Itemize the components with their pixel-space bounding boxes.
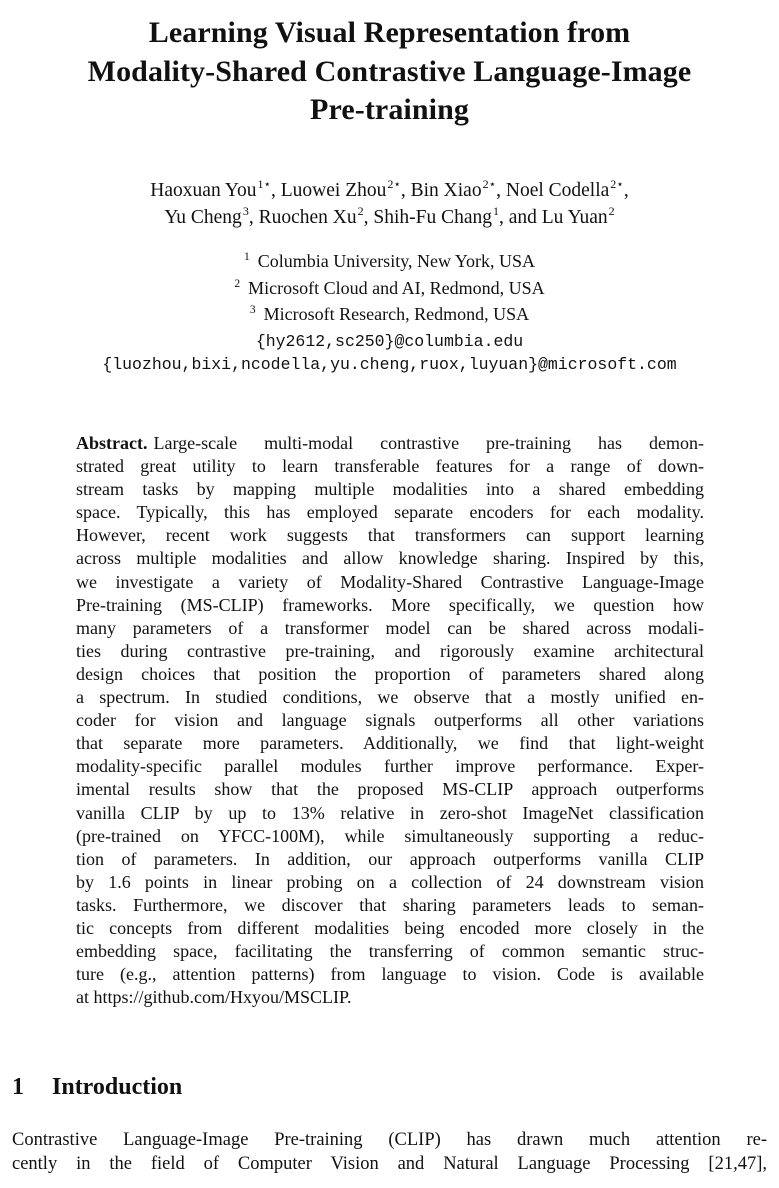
affiliation-number: 2 [234, 277, 241, 290]
affiliation [0, 277, 779, 304]
author-affiliation-marker: 2 [608, 204, 615, 218]
author-name: Ruochen Xu [258, 207, 357, 228]
affiliation-number: 3 [249, 304, 256, 316]
abstract-line: a spectrum. In studied conditions, we observe that a mostly unified en- [76, 687, 704, 708]
author-list [0, 178, 779, 232]
introduction-paragraph [12, 1128, 767, 1176]
email-columbia: {hy2612,sc250}@columbia.edu [255, 331, 524, 351]
abstract-line: tion of parameters. In addition, our approach outperforms vanilla CLIP [76, 848, 704, 869]
abstract-line: design choices that position the proportion of parameters shared along [76, 663, 704, 684]
affiliation-text: Columbia University, New York, USA [257, 251, 536, 271]
abstract-line-code-link[interactable]: at https://github.com/Hxyou/MSCLIP. [76, 987, 352, 1008]
author-name: Shih-Fu Chang [373, 207, 492, 228]
abstract-line: across multiple modalities and allow knowledge sharing. Inspired by this, [76, 548, 704, 569]
author-name: Noel Codella [505, 180, 610, 201]
affiliation-number: 1 [243, 251, 250, 263]
author-name: Yu Cheng [164, 207, 242, 228]
abstract-line: stream tasks by mapping multiple modalities into a shared embedding [76, 479, 704, 500]
author-separator: , [496, 180, 506, 201]
author-name: Lu Yuan [541, 207, 608, 228]
abstract-line: tic concepts from different modalities being encoded more closely in the [76, 917, 704, 938]
abstract-line: Pre-training (MS-CLIP) frameworks. More specifically, we question how [76, 594, 704, 615]
author-affiliation-marker: 2 [357, 204, 364, 218]
abstract-line: that separate more parameters. Additionally, we find that light-weight [76, 733, 704, 754]
affiliation-text: Microsoft Research, Redmond, USA [263, 304, 530, 324]
abstract-line: ties during contrastive pre-training, and rigorously examine architectural [76, 640, 704, 661]
body-text-line: Contrastive Language-Image Pre-training (CLIP) has drawn much attention re- [12, 1130, 767, 1150]
email-microsoft: {luozhou,bixi,ncodella,yu.cheng,ruox,luyuan}@microsoft.com [102, 355, 677, 374]
abstract-line: strated great utility to learn transferable features for a range of down- [76, 456, 704, 477]
affiliation-list [0, 250, 779, 377]
abstract-line: embedding space, facilitating the transferring of common semantic struc- [76, 941, 704, 962]
affiliation [0, 303, 779, 330]
body-text-line: cently in the field of Computer Vision and Natural Language Processing [21,47], [12, 1154, 767, 1174]
affiliation-text: Microsoft Cloud and AI, Redmond, USA [248, 277, 545, 298]
section-number: 1 [12, 1074, 24, 1100]
author-separator: , [400, 180, 411, 201]
section-title: Introduction [52, 1074, 183, 1100]
author-affiliation-marker: 2⋆ [610, 177, 624, 191]
abstract-line: imental results show that the proposed MS-CLIP approach outperforms [76, 779, 704, 800]
author-affiliation-marker: 1⋆ [257, 177, 271, 191]
author-separator: , and [498, 207, 542, 228]
author-name: Bin Xiao [410, 180, 482, 201]
author-name: Haoxuan You [150, 180, 257, 201]
author-affiliation-marker: 2⋆ [482, 177, 497, 191]
author-affiliation-marker: 1 [492, 204, 499, 218]
abstract-line: (pre-trained on YFCC-100M), while simultaneously supporting a reduc- [76, 825, 704, 846]
abstract-line: However, recent work suggests that transformers can support learning [76, 525, 704, 546]
abstract-line: space. Typically, this has employed separate encoders for each modality. [76, 502, 704, 523]
author-separator: , [248, 207, 259, 228]
title-line: Pre-training [310, 93, 469, 126]
author-line [0, 205, 779, 232]
abstract-line: modality-specific parallel modules further improve performance. Exper- [76, 756, 704, 777]
abstract-line: many parameters of a transformer model can be shared across modali- [76, 617, 704, 638]
author-separator: , [623, 180, 629, 201]
abstract-line: vanilla CLIP by up to 13% relative in zero-shot ImageNet classification [76, 802, 704, 823]
title-line: Modality-Shared Contrastive Language-Image [87, 54, 692, 88]
author-affiliation-marker: 2⋆ [387, 177, 401, 191]
abstract-label: Abstract. [76, 433, 148, 453]
abstract-line: coder for vision and language signals outperforms all other variations [76, 710, 704, 731]
author-affiliation-marker: 3 [242, 204, 249, 218]
abstract-line: ture (e.g., attention patterns) from language to vision. Code is available [76, 964, 704, 985]
affiliation [0, 250, 779, 277]
author-name: Luowei Zhou [280, 180, 387, 201]
section-heading-introduction [12, 1072, 182, 1102]
abstract-line [76, 432, 704, 455]
abstract-line: we investigate a variety of Modality-Shared Contrastive Language-Image [76, 571, 704, 592]
title-line: Learning Visual Representation from [148, 16, 631, 49]
author-separator: , [271, 180, 281, 201]
abstract [76, 432, 704, 1009]
author-line [0, 178, 779, 205]
abstract-line: by 1.6 points in linear probing on a collection of 24 downstream vision [76, 871, 704, 892]
abstract-line: tasks. Furthermore, we discover that sharing parameters leads to seman- [76, 894, 704, 915]
author-separator: , [363, 207, 374, 228]
abstract-text: Large-scale multi-modal contrastive pre-training has demon- [153, 433, 704, 453]
paper-title [0, 14, 779, 130]
